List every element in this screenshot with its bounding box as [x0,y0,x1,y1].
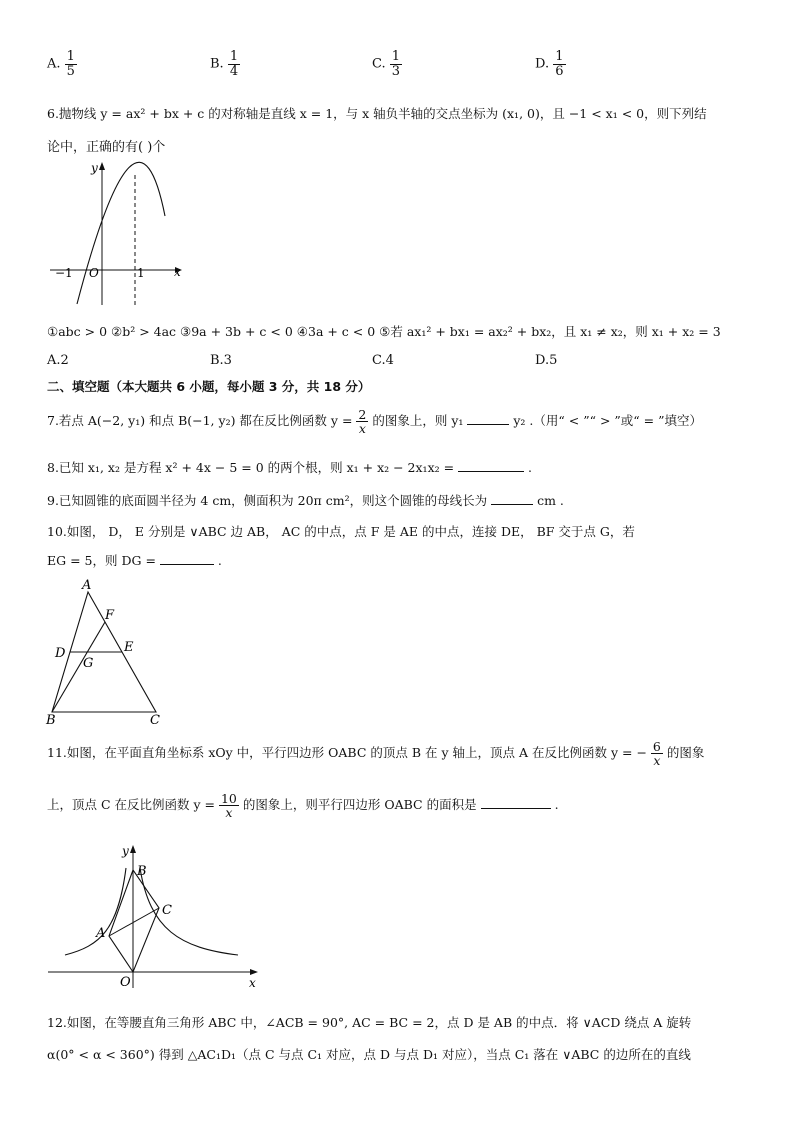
q6-parabola-graph [45,158,195,308]
label-g: G [83,656,94,671]
answer-blank [160,552,214,565]
label-a: A [96,926,106,941]
q6-option-d: D.5 [535,353,558,368]
answer-blank [467,412,509,425]
q5-option-c: C. $\frac{1}{3}$ [372,49,401,79]
label-c: C [150,713,160,728]
x-axis-label: x [174,265,181,279]
q12-line1: 12.如图，在等腰直角三角形 ABC 中，∠ACB = 90°, AC = BC = 2，点 D 是 AB 的中点．将 ∨ACD 绕点 A 旋转 [47,1015,692,1030]
parabola-curve [77,162,165,304]
hyperbola-right [140,868,238,955]
q11-line1: 11.如图，在平面直角坐标系 xOy 中，平行四边形 OABC 的顶点 B 在 y 轴上，顶点 A 在反比例函数 y = − $\frac{6}{x}$ 的图象 [47,739,705,769]
q5-option-b: B. $\frac{1}{4}$ [210,49,239,79]
q10-line1: 10.如图， D， E 分别是 ∨ABC 边 AB， AC 的中点，点 F 是 AE 的中点，连接 DE， BF 交于点 G，若 [47,524,635,539]
q7: 7.若点 A(−2, y₁) 和点 B(−1, y₂) 都在反比例函数 y = $\frac{2}{x}$ 的图象上，则 y₁ y₂ .（用“ < ”“ > ”或“ = ”填空） [47,407,702,437]
fraction: $\frac{1}{4}$ [229,49,239,79]
q6-option-c: C.4 [372,353,394,368]
q12-line2: α(0° < α < 360°) 得到 △AC₁D₁（点 C 与点 C₁ 对应，点 D 与点 D₁ 对应），当点 C₁ 落在 ∨ABC 的边所在的直线 [47,1047,691,1062]
fraction: $\frac{6}{x}$ [652,739,661,769]
fraction: $\frac{1}{5}$ [66,49,75,79]
q5-option-d: D. $\frac{1}{6}$ [535,49,564,79]
answer-blank [458,459,524,472]
segment-bf [52,622,105,712]
label-f: F [105,608,115,623]
label-o: O [120,975,131,990]
q6-statements: ①abc > 0 ②b² > 4ac ③9a + 3b + c < 0 ④3a + c < 0 ⑤若 ax₁² + bx₁ = ax₂² + bx₂，且 x₁ ≠ x₂，则 x₁ + x₂ = 3 [47,324,721,339]
label-c: C [162,903,172,918]
q11-line2: 上，顶点 C 在反比例函数 y = $\frac{10}{x}$ 的图象上，则平行四边形 OABC 的面积是 . [47,791,559,821]
y-axis-arrow [99,162,105,170]
answer-blank [491,492,533,505]
hyperbola-left [65,868,126,955]
tick-1: 1 [137,266,145,280]
section-heading: 二、填空题（本大题共 6 小题，每小题 3 分，共 18 分） [47,379,371,394]
q10-line2: EG = 5，则 DG = . [47,553,222,568]
segment-ac [109,908,159,936]
y-axis-label: y [91,161,98,175]
fraction: $\frac{1}{6}$ [555,49,564,79]
origin-label: O [89,266,99,280]
label-a: A [82,578,92,593]
fraction: $\frac{1}{3}$ [391,49,401,79]
y-axis-arrow [130,845,136,853]
parallelogram-oabc [109,870,159,972]
tick-neg1: −1 [55,266,73,280]
q6-stem-line1: 6.抛物线 y = ax² + bx + c 的对称轴是直线 x = 1，与 x 轴负半轴的交点坐标为 (x₁, 0)，且 −1 < x₁ < 0，则下列结 [47,106,707,121]
q6-option-a: A.2 [47,353,69,368]
q5-option-a: A. $\frac{1}{5}$ [47,49,75,79]
q8: 8.已知 x₁, x₂ 是方程 x² + 4x − 5 = 0 的两个根，则 x₁ + x₂ − 2x₁x₂ = . [47,460,533,475]
label-x: x [249,976,256,990]
label-b: B [46,713,56,728]
q10-triangle-figure [45,572,175,732]
label-y: y [122,844,129,858]
q6-option-b: B.3 [210,353,232,368]
q11-coordinate-figure [45,838,265,990]
q6-stem-line2: 论中，正确的有( )个 [47,140,166,155]
label-d: D [55,646,66,661]
answer-blank [481,796,551,809]
fraction: $\frac{2}{x}$ [358,407,367,437]
label-b: B [137,864,147,879]
label-e: E [124,640,134,655]
q9: 9.已知圆锥的底面圆半径为 4 cm，侧面积为 20π cm²，则这个圆锥的母线长为 cm . [47,493,564,508]
x-axis-arrow [250,969,258,975]
fraction: $\frac{10}{x}$ [220,791,237,821]
